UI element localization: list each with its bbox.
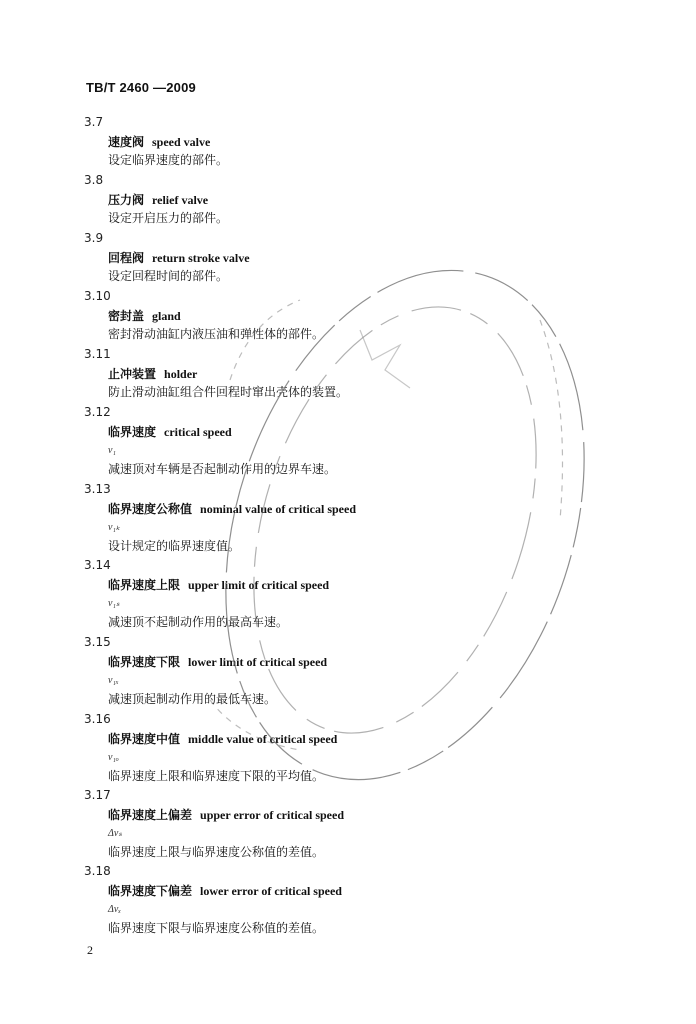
term-zh: 临界速度公称值 <box>108 502 193 516</box>
term-zh: 临界速度下偏差 <box>108 884 193 898</box>
term-zh: 临界速度下限 <box>108 655 181 669</box>
term-number: 3.8 <box>84 173 104 187</box>
term-definition: 设计规定的临界速度值。 <box>108 539 241 553</box>
term-title <box>108 425 232 439</box>
term-title <box>108 884 342 898</box>
term-definition: 设定回程时间的部件。 <box>108 269 229 283</box>
term-number: 3.11 <box>84 347 111 361</box>
term-zh: 回程阀 <box>108 251 145 265</box>
term-zh: 速度阀 <box>108 135 145 149</box>
term-title <box>108 309 181 323</box>
term-title <box>108 808 344 822</box>
term-definition: 密封滑动油缸内液压油和弹性体的部件。 <box>108 327 325 341</box>
term-en: gland <box>152 309 181 323</box>
term-definition: 减速顶起制动作用的最低车速。 <box>108 692 277 706</box>
term-number: 3.7 <box>84 115 104 129</box>
term-number: 3.16 <box>84 712 111 726</box>
term-number: 3.17 <box>84 788 111 802</box>
term-en: upper limit of critical speed <box>188 578 330 592</box>
term-en: speed valve <box>152 135 211 149</box>
term-title <box>108 367 197 381</box>
term-en: holder <box>164 367 198 381</box>
term-zh: 临界速度 <box>108 425 157 439</box>
term-zh: 压力阀 <box>108 193 145 207</box>
term-en: lower limit of critical speed <box>188 655 328 669</box>
term-en: critical speed <box>164 425 232 439</box>
term-zh: 止冲装置 <box>108 367 157 381</box>
term-zh: 临界速度中值 <box>108 732 181 746</box>
term-symbol: Δvₓ <box>108 904 122 915</box>
term-number: 3.9 <box>84 231 104 245</box>
term-symbol: Δvₛ <box>108 828 123 839</box>
term-zh: 临界速度上偏差 <box>108 808 193 822</box>
term-definition: 防止滑动油缸组合件回程时窜出壳体的装置。 <box>108 385 349 399</box>
term-number: 3.15 <box>84 635 111 649</box>
term-title <box>108 578 329 592</box>
term-number: 3.12 <box>84 405 111 419</box>
term-definition: 临界速度上限和临界速度下限的平均值。 <box>108 769 325 783</box>
term-symbol: v₁ₛ <box>108 598 120 609</box>
term-title <box>108 502 356 516</box>
term-en: relief valve <box>152 193 209 207</box>
page-number: 2 <box>87 943 93 957</box>
term-definition: 减速顶不起制动作用的最高车速。 <box>108 615 289 629</box>
term-title <box>108 193 208 207</box>
term-title <box>108 732 337 746</box>
term-definition: 临界速度下限与临界速度公称值的差值。 <box>108 921 325 935</box>
term-definition: 设定临界速度的部件。 <box>108 153 229 167</box>
term-definition: 减速顶对车辆是否起制动作用的边界车速。 <box>108 462 337 476</box>
term-title <box>108 135 210 149</box>
term-number: 3.13 <box>84 482 111 496</box>
term-symbol: v₁ₓ <box>108 675 119 686</box>
standard-number: TB/T 2460 —2009 <box>86 80 196 95</box>
term-definition: 设定开启压力的部件。 <box>108 211 229 225</box>
term-symbol: v₁ <box>108 445 116 456</box>
term-number: 3.10 <box>84 289 111 303</box>
term-en: nominal value of critical speed <box>200 502 357 516</box>
term-number: 3.14 <box>84 558 111 572</box>
term-title <box>108 251 250 265</box>
term-zh: 临界速度上限 <box>108 578 181 592</box>
term-symbol: v₁ₖ <box>108 522 121 533</box>
term-definition: 临界速度上限与临界速度公称值的差值。 <box>108 845 325 859</box>
term-en: middle value of critical speed <box>188 732 338 746</box>
term-en: lower error of critical speed <box>200 884 342 898</box>
term-symbol: v₁ₒ <box>108 752 119 763</box>
term-zh: 密封盖 <box>108 309 145 323</box>
term-en: return stroke valve <box>152 251 250 265</box>
term-en: upper error of critical speed <box>200 808 344 822</box>
term-number: 3.18 <box>84 864 111 878</box>
term-title <box>108 655 327 669</box>
